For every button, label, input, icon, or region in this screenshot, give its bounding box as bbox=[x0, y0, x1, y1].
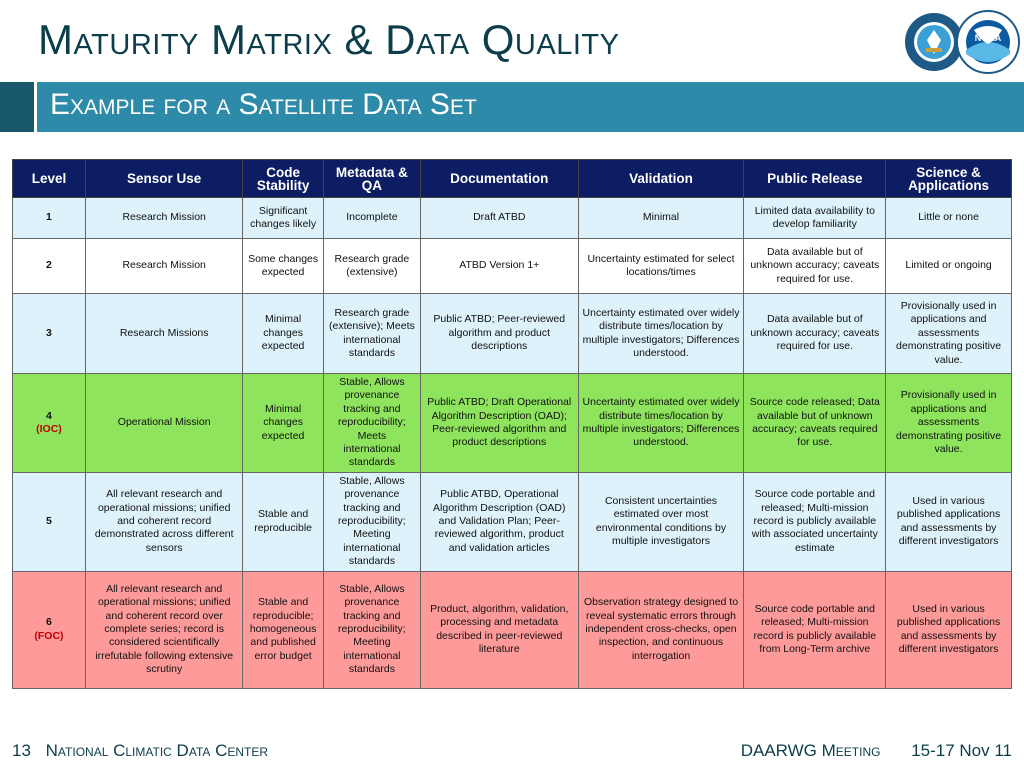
level-number: 3 bbox=[46, 326, 52, 339]
department-of-commerce-seal-icon bbox=[904, 10, 964, 74]
level-cell bbox=[13, 374, 86, 473]
cell-documentation: Public ATBD; Peer-reviewed algorithm and product descriptions bbox=[421, 294, 579, 374]
level-number: 4 bbox=[46, 409, 52, 422]
table-row bbox=[13, 374, 1012, 473]
cell-validation: Consistent uncertainties estimated over most environmental conditions by multiple investigators bbox=[578, 472, 744, 571]
cell-code-stability: Stable and reproducible; homogeneous and published error budget bbox=[243, 571, 323, 688]
cell-validation: Uncertainty estimated over widely distribute times/location by multiple investigators; Differences understood. bbox=[578, 374, 744, 473]
cell-metadata-qa: Research grade (extensive) bbox=[323, 239, 420, 294]
header-documentation: Documentation bbox=[421, 160, 579, 198]
footer-dates: 15-17 Nov 11 bbox=[911, 741, 1012, 760]
cell-sensor-use: Research Mission bbox=[85, 198, 243, 239]
header-science-applications: Science & Applications bbox=[886, 160, 1012, 198]
table-row bbox=[13, 571, 1012, 688]
cell-metadata-qa: Research grade (extensive); Meets international standards bbox=[323, 294, 420, 374]
level-cell bbox=[13, 571, 86, 688]
subtitle-accent-block bbox=[0, 82, 37, 132]
cell-public-release: Source code portable and released; Multi-mission record is publicly available from Long-Term archive bbox=[744, 571, 886, 688]
cell-science-applications: Little or none bbox=[886, 198, 1012, 239]
table-header-row bbox=[13, 160, 1012, 198]
cell-code-stability: Stable and reproducible bbox=[243, 472, 323, 571]
slide-title: Maturity Matrix & Data Quality bbox=[38, 16, 620, 63]
level-cell bbox=[13, 198, 86, 239]
table-row bbox=[13, 472, 1012, 571]
cell-public-release: Source code portable and released; Multi-mission record is publicly available with associated uncertainty estimate bbox=[744, 472, 886, 571]
cell-sensor-use: Operational Mission bbox=[85, 374, 243, 473]
level-cell bbox=[13, 472, 86, 571]
footer-right bbox=[741, 741, 1012, 761]
cell-public-release: Data available but of unknown accuracy; caveats required for use. bbox=[744, 239, 886, 294]
header-level: Level bbox=[13, 160, 86, 198]
cell-science-applications: Used in various published applications and assessments by different investigators bbox=[886, 472, 1012, 571]
level-cell bbox=[13, 294, 86, 374]
table-row bbox=[13, 198, 1012, 239]
level-number: 5 bbox=[46, 515, 52, 528]
header-sensor-use: Sensor Use bbox=[85, 160, 243, 198]
level-tag: (IOC) bbox=[36, 422, 62, 435]
cell-sensor-use: All relevant research and operational missions; unified and coherent record over complete series; record is considered scientifically irrefutable following extensive scrutiny bbox=[85, 571, 243, 688]
level-number: 2 bbox=[46, 259, 52, 272]
cell-documentation: Public ATBD; Draft Operational Algorithm Description (OAD); Peer-reviewed algorithm and product descriptions bbox=[421, 374, 579, 473]
cell-public-release: Source code released; Data available but of unknown accuracy; caveats required for use. bbox=[744, 374, 886, 473]
level-number: 6 bbox=[46, 616, 52, 629]
cell-science-applications: Provisionally used in applications and assessments demonstrating positive value. bbox=[886, 374, 1012, 473]
cell-documentation: Public ATBD, Operational Algorithm Description (OAD) and Validation Plan; Peer-reviewed algorithm, product and validation articles bbox=[421, 472, 579, 571]
maturity-matrix-table bbox=[12, 159, 1012, 689]
footer-meeting: DAARWG Meeting bbox=[740, 741, 881, 760]
cell-science-applications: Provisionally used in applications and assessments demonstrating positive value. bbox=[886, 294, 1012, 374]
header-code-stability: Code Stability bbox=[243, 160, 323, 198]
cell-sensor-use: Research Mission bbox=[85, 239, 243, 294]
cell-code-stability: Minimal changes expected bbox=[243, 374, 323, 473]
level-cell bbox=[13, 239, 86, 294]
subtitle-band bbox=[0, 82, 1024, 132]
cell-science-applications: Used in various published applications and assessments by different investigators bbox=[886, 571, 1012, 688]
cell-validation: Uncertainty estimated over widely distribute times/location by multiple investigators; Differences understood. bbox=[578, 294, 744, 374]
cell-public-release: Data available but of unknown accuracy; caveats required for use. bbox=[744, 294, 886, 374]
noaa-logo-icon bbox=[956, 10, 1020, 74]
cell-code-stability: Minimal changes expected bbox=[243, 294, 323, 374]
page-number: 13 bbox=[12, 741, 31, 760]
cell-documentation: ATBD Version 1+ bbox=[421, 239, 579, 294]
slide-subtitle: Example for a Satellite Data Set bbox=[50, 88, 477, 121]
table-row bbox=[13, 294, 1012, 374]
table-row bbox=[13, 239, 1012, 294]
cell-documentation: Product, algorithm, validation, processing and metadata described in peer-reviewed literature bbox=[421, 571, 579, 688]
cell-metadata-qa: Stable, Allows provenance tracking and reproducibility; Meeting international standards bbox=[323, 472, 420, 571]
noaa-logo-text: NOAA bbox=[974, 33, 1002, 43]
agency-logos bbox=[904, 10, 1020, 74]
header-public-release: Public Release bbox=[744, 160, 886, 198]
cell-science-applications: Limited or ongoing bbox=[886, 239, 1012, 294]
cell-code-stability: Significant changes likely bbox=[243, 198, 323, 239]
header-metadata-qa: Metadata & QA bbox=[323, 160, 420, 198]
cell-validation: Uncertainty estimated for select locations/times bbox=[578, 239, 744, 294]
level-tag: (FOC) bbox=[34, 629, 64, 642]
cell-code-stability: Some changes expected bbox=[243, 239, 323, 294]
level-number: 1 bbox=[46, 211, 52, 224]
cell-validation: Minimal bbox=[578, 198, 744, 239]
cell-sensor-use: Research Missions bbox=[85, 294, 243, 374]
cell-metadata-qa: Incomplete bbox=[323, 198, 420, 239]
footer-organization: National Climatic Data Center bbox=[45, 741, 269, 760]
cell-documentation: Draft ATBD bbox=[421, 198, 579, 239]
cell-metadata-qa: Stable, Allows provenance tracking and reproducibility; Meeting international standards bbox=[323, 571, 420, 688]
footer-left bbox=[12, 741, 268, 761]
cell-public-release: Limited data availability to develop familiarity bbox=[744, 198, 886, 239]
cell-metadata-qa: Stable, Allows provenance tracking and reproducibility; Meets international standards bbox=[323, 374, 420, 473]
cell-sensor-use: All relevant research and operational missions; unified and coherent record demonstrated across different sensors bbox=[85, 472, 243, 571]
header-validation: Validation bbox=[578, 160, 744, 198]
cell-validation: Observation strategy designed to reveal systematic errors through independent cross-checks, open inspection, and continuous interrogation bbox=[578, 571, 744, 688]
